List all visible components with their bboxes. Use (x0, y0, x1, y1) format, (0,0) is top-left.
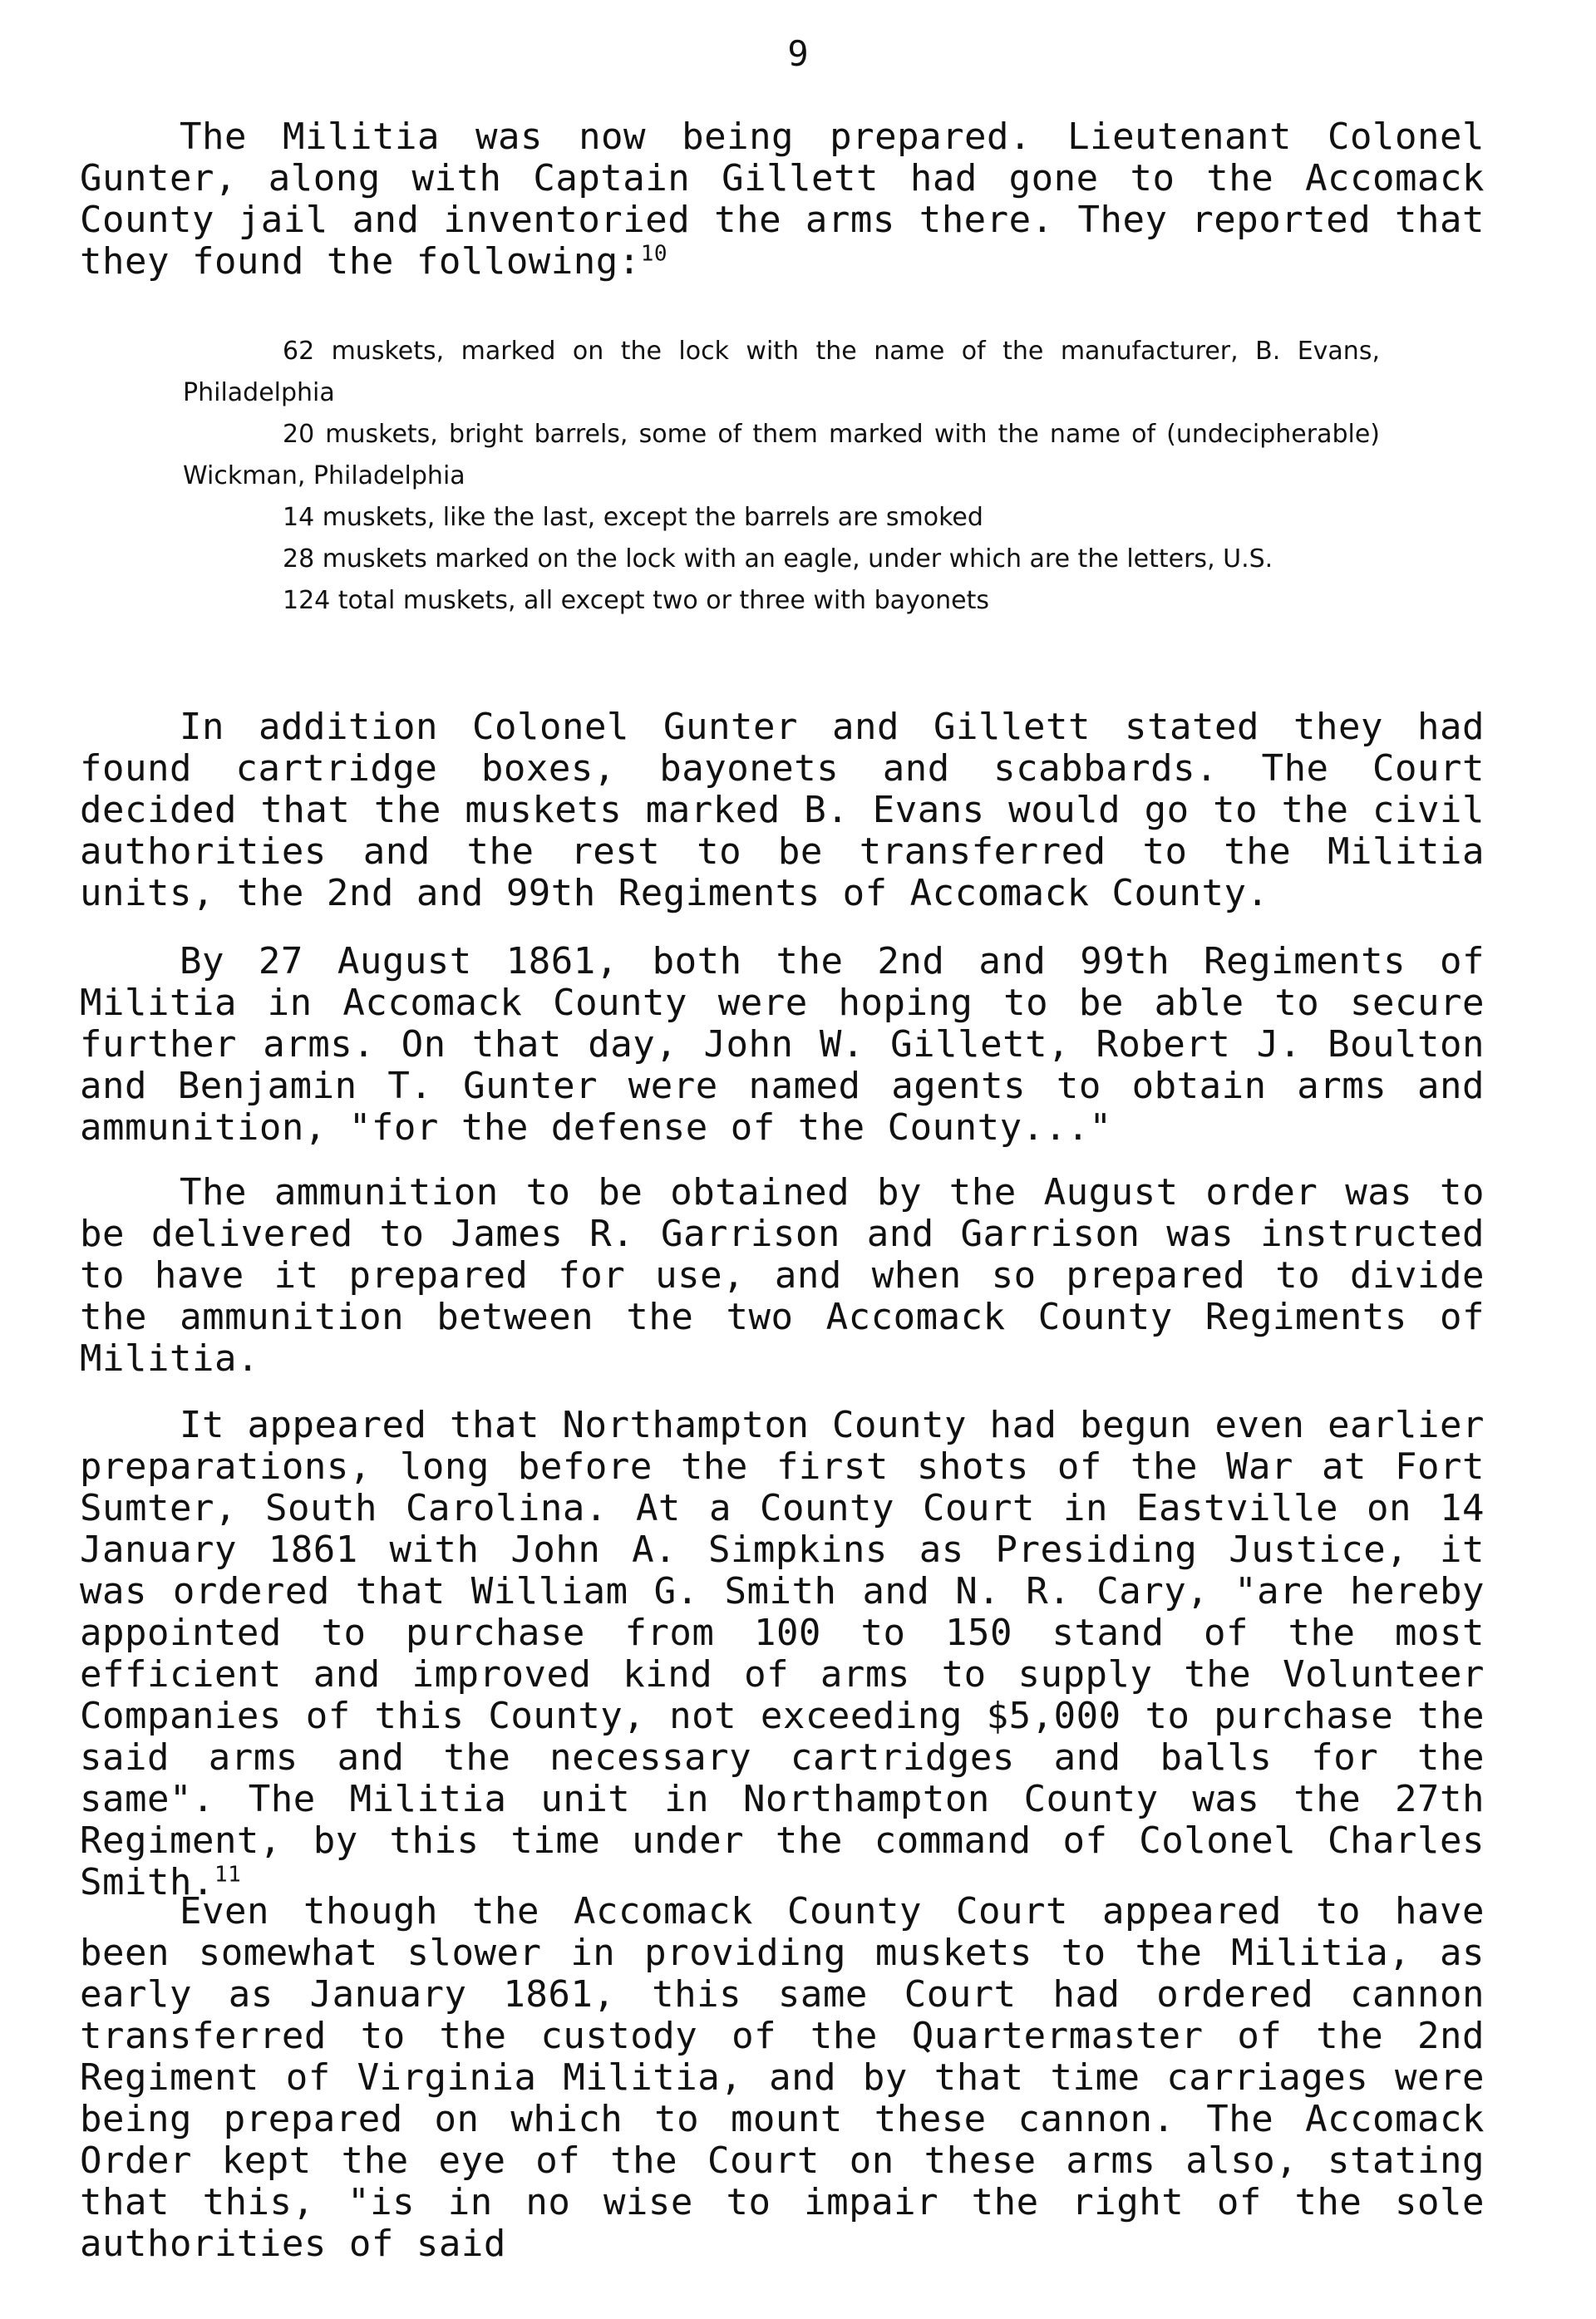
paragraph-text: It appeared that Northampton County had begun even earlier preparations, long before the first shots of the War at Fort Sumter, South Carolina. At a County Court in Eastville on 14 January 1861 with John A. Simpkins as Presiding Justice, it was ordered that William G. Smith and N. R. Cary, "are hereby appointed to purchase from 100 to 150 stand of the most efficient and improved kind of arms to supply the Volunteer Companies of this County, not exceeding $5,000 to purchase the said arms and the necessary cartridges and balls for the same". The Militia unit in Northampton County was the 27th Regiment, by this time under the command of Colonel Charles Smith. (80, 1404, 1485, 1903)
inventory-item: 124 total muskets, all except two or three with bayonets (283, 586, 989, 615)
page-number: 9 (787, 33, 809, 74)
inventory-item: 14 muskets, like the last, except the barrels are smoked (283, 503, 983, 532)
paragraph-militia-prepared (80, 116, 1485, 283)
inventory-item: 20 muskets, bright barrels, some of them marked with the name of (undecipherable) Wickman, Philadelphia (183, 420, 1380, 490)
paragraph-ammunition (80, 1172, 1485, 1380)
paragraph-text: Even though the Accomack County Court appeared to have been somewhat slower in providing muskets to the Militia, as early as January 1861, this same Court had ordered cannon transferred to the custody of the Quartermaster of the 2nd Regiment of Virginia Militia, and by that time carriages were being prepared on which to mount these cannon. The Accomack Order kept the eye of the Court on these arms also, stating that this, "is in no wise to impair the right of the sole authorities of said (80, 1890, 1485, 2265)
arms-inventory-list (183, 331, 1380, 622)
paragraph-august-1861 (80, 941, 1485, 1149)
inventory-item: 62 muskets, marked on the lock with the name of the manufacturer, B. Evans, Philadelphia (183, 337, 1380, 407)
paragraph-text: By 27 August 1861, both the 2nd and 99th Regiments of Militia in Accomack County were hoping to be able to secure further arms. On that day, John W. Gillett, Robert J. Boulton and Benjamin T. Gunter were named agents to obtain arms and ammunition, "for the defense of the County..." (80, 940, 1485, 1149)
paragraph-cartridge-boxes (80, 707, 1485, 914)
paragraph-text: The ammunition to be obtained by the August order was to be delivered to James R. Garrison and Garrison was instructed to have it prepared for use, and when so prepared to divide the ammunition between the two Accomack County Regiments of Militia. (80, 1171, 1485, 1380)
paragraph-cannon (80, 1891, 1485, 2265)
paragraph-northampton (80, 1405, 1485, 1903)
footnote-ref: 11 (214, 1862, 242, 1888)
paragraph-text: In addition Colonel Gunter and Gillett stated they had found cartridge boxes, bayonets and scabbards. The Court decided that the muskets marked B. Evans would go to the civil authorities and the rest to be transferred to the Militia units, the 2nd and 99th Regiments of Accomack County. (80, 706, 1485, 914)
paragraph-text: The Militia was now being prepared. Lieutenant Colonel Gunter, along with Captain Gillett had gone to the Accomack County jail and inventoried the arms there. They reported that they found the following: (80, 116, 1485, 283)
inventory-item: 28 muskets marked on the lock with an eagle, under which are the letters, U.S. (283, 544, 1273, 574)
footnote-ref: 10 (640, 241, 668, 267)
